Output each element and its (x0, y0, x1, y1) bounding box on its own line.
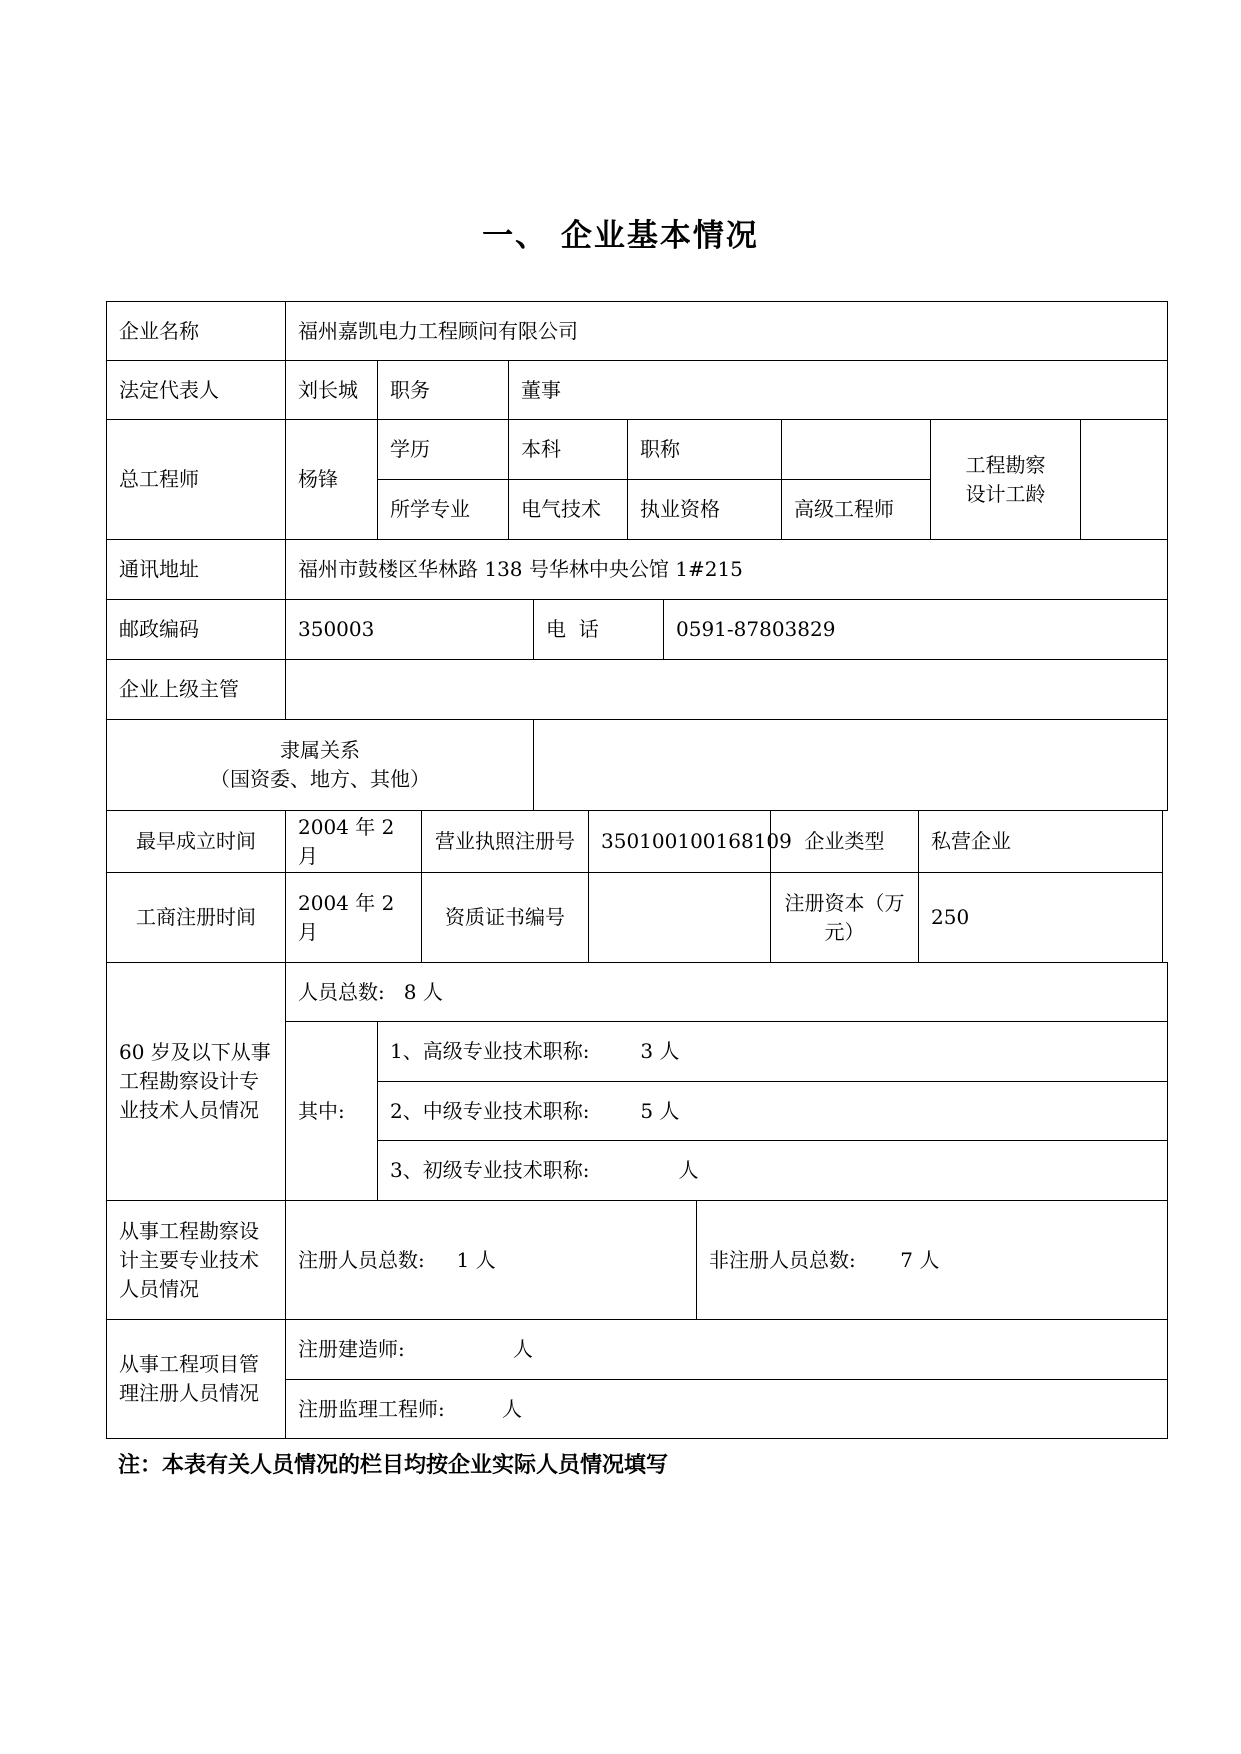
license-value: 350100100168109 (588, 810, 771, 873)
work-years-label-line2: 设计工龄 (965, 481, 1046, 506)
pm-staff-label (106, 1319, 286, 1439)
legal-rep-post-value: 董事 (508, 360, 1168, 420)
registered-staff-count: 注册人员总数: 1 人 (285, 1200, 697, 1320)
constructor-count: 注册建造师: 人 (285, 1319, 1168, 1380)
address-label: 通讯地址 (106, 539, 286, 600)
chief-engineer-value: 杨锋 (285, 419, 378, 540)
phone-value: 0591-87803829 (663, 599, 1168, 660)
capital-label-line1: 注册资本（万 (784, 890, 905, 915)
company-name-label: 企业名称 (106, 301, 286, 361)
phone-label: 电 话 (533, 599, 664, 660)
founded-value: 2004 年 2 月 (285, 810, 422, 873)
company-type-value: 私营企业 (918, 810, 1163, 873)
postcode-value: 350003 (285, 599, 534, 660)
main-staff-label-line2: 计主要专业技术 (119, 1247, 259, 1272)
professional-title-value (781, 419, 931, 480)
superior-value (285, 659, 1168, 720)
license-label: 营业执照注册号 (421, 810, 589, 873)
cert-number-value (588, 872, 771, 963)
unregistered-staff-count: 非注册人员总数: 7 人 (696, 1200, 1168, 1320)
company-type-label: 企业类型 (770, 810, 919, 873)
work-years-label (930, 419, 1081, 540)
staff-60-label (106, 962, 286, 1201)
main-staff-label-line3: 人员情况 (119, 1276, 199, 1301)
staff-60-label-line3: 业技术人员情况 (119, 1098, 259, 1122)
major-value: 电气技术 (508, 479, 628, 540)
senior-title-count: 1、高级专业技术职称: 3 人 (377, 1021, 1168, 1082)
chief-engineer-label: 总工程师 (106, 419, 286, 540)
registration-label: 工商注册时间 (106, 872, 286, 963)
among-label: 其中: (285, 1021, 378, 1201)
company-name-value: 福州嘉凯电力工程顾问有限公司 (285, 301, 1168, 361)
pm-staff-label-line2: 理注册人员情况 (119, 1381, 259, 1405)
work-years-value (1080, 419, 1168, 540)
founded-label: 最早成立时间 (106, 810, 286, 873)
main-staff-label (106, 1200, 286, 1320)
professional-title-label: 职称 (627, 419, 782, 480)
junior-title-count: 3、初级专业技术职称: 人 (377, 1140, 1168, 1201)
footnote: 注：本表有关人员情况的栏目均按企业实际人员情况填写 (118, 1453, 669, 1478)
staff-60-label-line2: 工程勘察设计专 (119, 1069, 259, 1093)
capital-value: 250 (918, 872, 1163, 963)
pm-staff-label-line1: 从事工程项目管 (119, 1352, 259, 1376)
address-value: 福州市鼓楼区华林路 138 号华林中央公馆 1#215 (285, 539, 1168, 600)
registration-value: 2004 年 2 月 (285, 872, 422, 963)
qualification-label: 执业资格 (627, 479, 782, 540)
superior-label: 企业上级主管 (106, 659, 286, 720)
affiliation-label-line2: （国资委、地方、其他） (210, 767, 430, 791)
qualification-value: 高级工程师 (781, 479, 931, 540)
major-label: 所学专业 (377, 479, 509, 540)
capital-label-line2: 元） (824, 919, 865, 944)
page-title: 一、 企业基本情况 (482, 218, 759, 254)
staff-total: 人员总数: 8 人 (285, 962, 1168, 1022)
work-years-label-line1: 工程勘察 (965, 452, 1046, 477)
affiliation-label-line1: 隶属关系 (280, 738, 360, 762)
cert-number-label: 资质证书编号 (421, 872, 589, 963)
staff-60-label-line1: 60 岁及以下从事 (119, 1040, 271, 1064)
main-staff-label-line1: 从事工程勘察设 (119, 1218, 259, 1243)
legal-rep-label: 法定代表人 (106, 360, 286, 420)
education-label: 学历 (377, 419, 509, 480)
affiliation-label (106, 719, 534, 811)
middle-title-count: 2、中级专业技术职称: 5 人 (377, 1081, 1168, 1141)
capital-label (770, 872, 919, 963)
supervisor-count: 注册监理工程师: 人 (285, 1379, 1168, 1439)
postcode-label: 邮政编码 (106, 599, 286, 660)
legal-rep-value: 刘长城 (285, 360, 378, 420)
legal-rep-post-label: 职务 (377, 360, 509, 420)
affiliation-value (533, 719, 1168, 811)
education-value: 本科 (508, 419, 628, 480)
